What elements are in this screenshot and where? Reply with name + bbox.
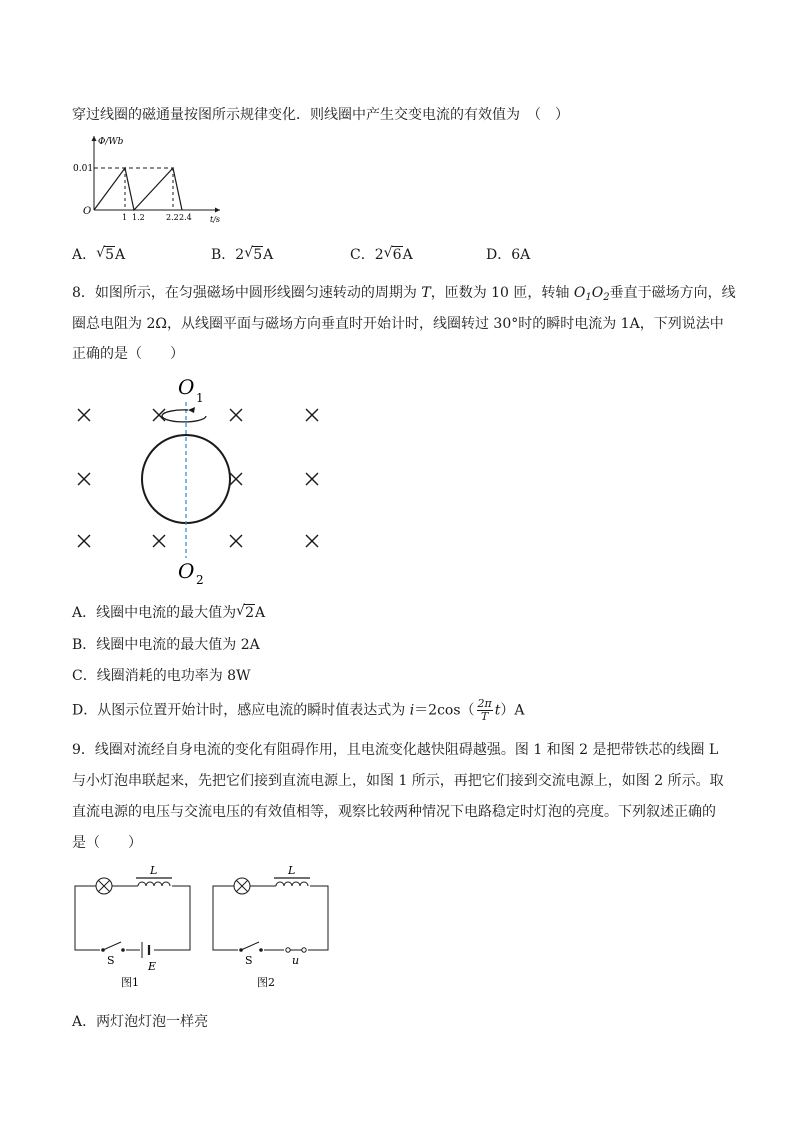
q7-x-tick-2: 1.2	[132, 213, 145, 222]
q7-x-tick-1: 1	[122, 213, 128, 222]
q7-option-c[interactable]: C．2 √ 6A	[350, 245, 413, 263]
q7-y-tick: 0.01	[73, 164, 94, 174]
q7-option-a[interactable]: A． √ 5A	[72, 245, 126, 263]
q8-option-a[interactable]: A．线圈中电流的最大值为 √ 2A	[72, 603, 266, 621]
fig2-caption: 图2	[257, 976, 275, 989]
ac-terminal-icon	[286, 948, 290, 952]
q8-option-d-fraction: $\frac{2\pi}{T}$	[477, 697, 492, 723]
field-cross-icon	[153, 535, 165, 547]
svg-text:S: S	[107, 954, 115, 967]
q8-option-d[interactable]: D．从图示位置开始计时，感应电流的瞬时值表达式为 i＝2cos（ $\frac{2\pi}{T}$ t）A	[72, 697, 525, 723]
axis-label-top: O	[178, 375, 195, 399]
q9-stem-line-2: 与小灯泡串联起来，先把它们接到直流电源上，如图 1 所示，再把它们接到交流电源上，如图 2 所示。取	[72, 773, 724, 789]
q9-option-a[interactable]: A．两灯泡灯泡一样亮	[72, 1014, 209, 1030]
field-cross-icon	[153, 409, 165, 421]
q9-stem-line-3: 直流电源的电压与交流电压的有效值相等，观察比较两种情况下电路稳定时灯泡的亮度。下列叙述正确的	[72, 804, 716, 820]
svg-text:L: L	[150, 864, 158, 877]
fig1-caption: 图1	[121, 976, 139, 989]
field-cross-icon	[78, 535, 90, 547]
svg-text:L: L	[288, 864, 296, 877]
field-cross-icon	[306, 409, 318, 421]
q7-y-axis-label: Φ/Wb	[98, 137, 124, 147]
field-cross-icon	[230, 535, 242, 547]
field-cross-icon	[230, 409, 242, 421]
q8-stem-line-2: 圈总电阻为 2Ω，从线圈平面与磁场方向垂直时开始计时，线圈转过 30°时的瞬时电流为 1A，下列说法中	[72, 316, 724, 332]
q8-option-a-sqrt: √ 2	[236, 603, 255, 621]
field-cross-icon	[306, 473, 318, 485]
q8-rotating-coil-figure	[70, 370, 340, 585]
q7-option-c-label: C．	[350, 247, 375, 263]
q7-x-axis-label: t/s	[210, 215, 221, 224]
q7-option-b-sqrt: √ 5	[244, 245, 263, 263]
q7-option-b[interactable]: B．2 √ 5A	[211, 245, 274, 263]
field-cross-icon	[78, 473, 90, 485]
q8-stem-line-1: 8．如图所示，在匀强磁场中圆形线圈匀速转动的周期为 T，匝数为 10 匝，转轴 $O_1O_2$垂直于磁场方向，线	[72, 285, 736, 303]
q7-option-d-label: D．	[486, 247, 512, 263]
q9-circuit-figure-2	[208, 862, 338, 992]
magnetic-field-marks	[78, 409, 318, 547]
q7-option-a-label: A．	[72, 247, 97, 263]
q8-option-b[interactable]: B．线圈中电流的最大值为 2A	[72, 637, 260, 653]
field-cross-icon	[306, 535, 318, 547]
q7-option-c-sqrt: √ 6	[383, 245, 402, 263]
field-cross-icon	[230, 473, 242, 485]
q7-x-tick-3: 2.2	[166, 213, 179, 222]
q8-stem-line-3: 正确的是（ ）	[72, 346, 184, 362]
axis-label-bottom-sub: 2	[196, 573, 204, 585]
q7-origin-label: O	[83, 206, 92, 217]
q7-stem: 穿过线圈的磁通量按图所示规律变化．则线圈中产生交变电流的有效值为 （ ）	[72, 107, 569, 123]
svg-text:S: S	[245, 954, 253, 967]
rotation-arrow-icon	[162, 410, 206, 422]
field-cross-icon	[78, 409, 90, 421]
q7-option-b-label: B．	[211, 247, 236, 263]
q9-circuit-figure-1	[70, 862, 200, 992]
svg-text:E: E	[148, 960, 157, 973]
q9-stem-line-4: 是（ ）	[72, 835, 142, 851]
ac-terminal-icon	[302, 948, 306, 952]
axis-label-bottom: O	[178, 559, 195, 583]
q9-stem-line-1: 9．线圈对流经自身电流的变化有阻碍作用，且电流变化越快阻碍越强。图 1 和图 2 是把带铁芯的线圈 L	[72, 742, 719, 758]
q7-option-d[interactable]: D．6A	[486, 247, 531, 263]
q7-option-a-sqrt: √ 5	[96, 245, 115, 263]
svg-text:u: u	[292, 954, 300, 967]
q7-flux-graph	[70, 132, 230, 224]
axis-label-top-sub: 1	[196, 391, 204, 405]
q7-x-tick-4: 2.4	[179, 213, 192, 222]
q8-option-c[interactable]: C．线圈消耗的电功率为 8W	[72, 668, 251, 684]
